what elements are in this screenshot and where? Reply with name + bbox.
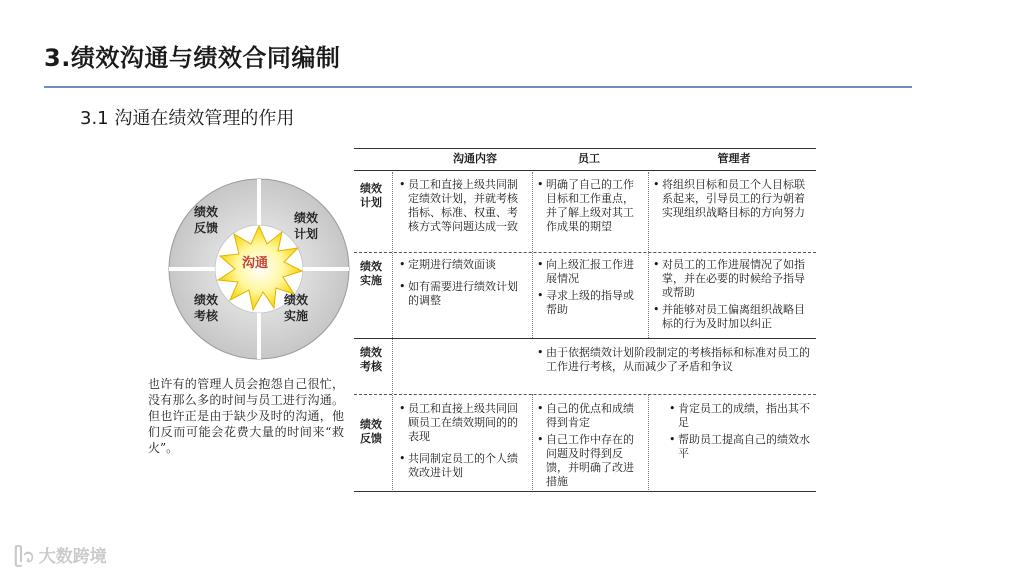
list-item: • 肯定员工的成绩，指出其不足 bbox=[678, 402, 814, 430]
list-item: • 将组织目标和员工个人目标联系起来，引导员工的行为朝着实现组织战略目标的方向努力 bbox=[662, 178, 814, 220]
segment-assessment-label: 绩效 考核 bbox=[194, 293, 219, 323]
list-item: • 共同制定员工的个人绩效改进计划 bbox=[408, 452, 528, 480]
explanatory-quote: 也许有的管理人员会抱怨自己很忙，没有那么多的时间与员工进行沟通。但也许正是由于缺少及时的沟通，他们反而可能会花费大量的时间来“救火”。 bbox=[148, 377, 344, 455]
list-item: • 定期进行绩效面谈 bbox=[408, 258, 528, 272]
segment-feedback-label: 绩效 反馈 bbox=[194, 205, 219, 235]
watermark-logo bbox=[14, 542, 107, 576]
table-bottom-rule bbox=[354, 491, 816, 492]
cell-feedback-content bbox=[398, 402, 528, 483]
list-item: • 自己工作中存在的问题及时得到反馈，并明确了改进措施 bbox=[546, 433, 644, 489]
cell-feedback-manager bbox=[668, 402, 814, 464]
column-divider bbox=[532, 172, 533, 338]
table-top-rule bbox=[354, 148, 816, 149]
list-item: • 自己的优点和成绩得到肯定 bbox=[546, 402, 644, 430]
row-label-feedback: 绩效反馈 bbox=[360, 418, 382, 445]
column-divider bbox=[392, 172, 393, 490]
column-divider bbox=[648, 394, 649, 490]
row-rule bbox=[354, 394, 816, 395]
column-divider bbox=[648, 172, 649, 338]
cycle-center-label: 沟通 bbox=[242, 256, 269, 271]
logo-text: 大数跨境 bbox=[38, 547, 107, 567]
row-rule bbox=[354, 338, 816, 339]
col-header-employee: 员工 bbox=[578, 152, 600, 165]
list-item: • 向上级汇报工作进展情况 bbox=[546, 258, 644, 286]
list-item: • 帮助员工提高自己的绩效水平 bbox=[678, 433, 814, 461]
cell-plan-manager bbox=[652, 178, 814, 223]
communication-cycle-diagram bbox=[166, 174, 352, 364]
cell-implement-manager bbox=[652, 258, 814, 334]
cell-feedback-employee bbox=[536, 402, 644, 492]
cell-assessment-merged bbox=[536, 346, 814, 377]
row-label-assessment: 绩效考核 bbox=[360, 346, 382, 373]
column-divider bbox=[532, 394, 533, 490]
logo-icon: ᥫ᭡ bbox=[14, 546, 35, 567]
list-item: • 明确了自己的工作目标和工作重点，并了解上级对其工作成果的期望 bbox=[546, 178, 644, 234]
list-item: • 如有需要进行绩效计划的调整 bbox=[408, 280, 528, 308]
col-header-manager: 管理者 bbox=[717, 152, 751, 165]
col-header-content: 沟通内容 bbox=[453, 152, 497, 165]
row-label-plan: 绩效计划 bbox=[360, 182, 382, 209]
row-rule bbox=[354, 252, 816, 253]
list-item: • 员工和直接上级共同制定绩效计划，并就考核指标、标准、权重、考核方式等问题达成一致 bbox=[408, 178, 528, 234]
cell-implement-content bbox=[398, 258, 528, 311]
communication-role-table bbox=[354, 148, 816, 492]
list-item: • 由于依据绩效计划阶段制定的考核指标和标准对员工的工作进行考核，从而减少了矛盾和争议 bbox=[546, 346, 814, 374]
list-item: • 寻求上级的指导或帮助 bbox=[546, 289, 644, 317]
list-item: • 对员工的工作进展情况了如指掌，并在必要的时候给予指导或帮助 bbox=[662, 258, 814, 300]
cell-plan-content bbox=[398, 178, 528, 237]
row-label-implement: 绩效实施 bbox=[360, 260, 382, 287]
list-item: • 并能够对员工偏离组织战略目标的行为及时加以纠正 bbox=[662, 303, 814, 331]
title-divider bbox=[44, 86, 912, 88]
header-rule bbox=[354, 170, 816, 171]
list-item: • 员工和直接上级共同回顾员工在绩效期间的的表现 bbox=[408, 402, 528, 444]
segment-implement-label: 绩效 实施 bbox=[284, 293, 309, 323]
cell-plan-employee bbox=[536, 178, 644, 237]
section-subtitle: 3.1 沟通在绩效管理的作用 bbox=[80, 108, 295, 129]
segment-plan-label: 绩效 计划 bbox=[294, 211, 319, 241]
page-title: 3.绩效沟通与绩效合同编制 bbox=[44, 44, 341, 72]
cell-implement-employee bbox=[536, 258, 644, 320]
